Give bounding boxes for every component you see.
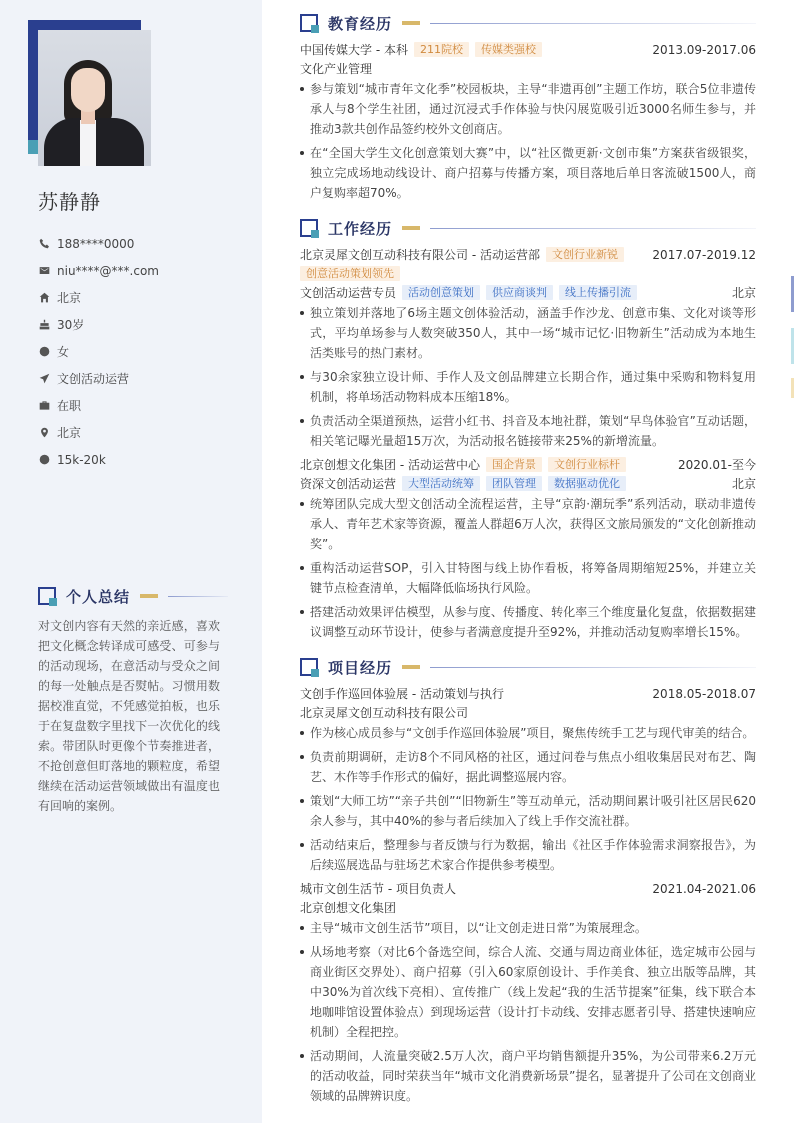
contact-status [38,392,159,419]
skill-tag: 供应商谈判 [486,285,553,300]
job-city: 北京 [731,286,756,300]
job-period: 2017.07-2019.12 [652,247,756,262]
project-bullets [300,918,756,1106]
gender-icon [38,346,50,358]
work-section-header [300,217,756,239]
projects-section [300,656,756,1106]
job-bullets [300,303,756,451]
send-icon [38,373,50,385]
skill-tag: 线上传播引流 [559,285,637,300]
sidebar [0,0,262,1123]
list-item: 参与策划“城市青年文化季”校园板块，主导“非遗再创”主题工作坊，联合5位非遗传承人与8个学生社团，通过沉浸式手作体验与快闪展览吸引近3000名师生参与，并推动3款共创作品签约校外文创商店。 [300,79,756,139]
project-row [300,879,756,898]
header-divider [430,23,756,24]
project-row [300,684,756,703]
main-content [300,12,756,1120]
cake-icon [38,319,50,331]
list-item: 负责活动全渠道预热，运营小红书、抖音及本地社群，策划“早鸟体验官”互动话题，相关笔记曝光量超15万次，为活动报名链接带来25%的新增流量。 [300,411,756,451]
gold-bar-decoration [402,21,420,25]
contact-text: 北京 [57,426,82,440]
school-name: 中国传媒大学 - 本科 [300,43,408,57]
section-square-icon [300,14,318,32]
section-title: 工作经历 [328,219,393,238]
contact-text: niu****@***.com [57,263,159,278]
project-org: 北京灵犀文创互动科技有限公司 [300,706,469,720]
contact-home [38,284,159,311]
skill-tag: 大型活动统筹 [402,476,480,491]
contact-text: 30岁 [57,318,85,332]
company-extra-tags [300,264,756,283]
job-role-row [300,283,756,302]
project-period: 2021.04-2021.06 [652,881,756,896]
header-divider [430,667,756,668]
contact-text: 188****0000 [57,236,135,251]
contact-age [38,311,159,338]
contact-position [38,365,159,392]
project-org: 北京创想文化集团 [300,901,397,915]
company-tag: 创意活动策划领先 [300,266,400,281]
work-section [300,217,756,642]
contact-text: 北京 [57,291,82,305]
list-item: 负责前期调研，走访8个不同风格的社区，通过问卷与焦点小组收集居民对布艺、陶艺、木作等手作形式的偏好，据此调整巡展内容。 [300,747,756,787]
header-divider [430,228,756,229]
education-section-header [300,12,756,34]
list-item: 活动期间，人流量突破2.5万人次，商户平均销售额提升35%，为公司带来6.2万元的活动收益，同时荣获当年“城市文化消费新场景”提名，显著提升了公司在文创商业领域的品牌辨识度。 [300,1046,756,1106]
briefcase-icon [38,400,50,412]
job-bullets [300,494,756,642]
contact-text: 女 [57,345,70,359]
header-divider [168,596,228,597]
avatar [38,30,151,166]
section-title: 个人总结 [66,587,131,606]
contact-city [38,419,159,446]
section-title: 项目经历 [328,658,393,677]
list-item: 与30余家独立设计师、手作人及文创品牌建立长期合作，通过集中采购和物料复用机制，将单场活动物料成本压缩18%。 [300,367,756,407]
skill-tag: 数据驱动优化 [548,476,626,491]
gold-bar-decoration [402,226,420,230]
location-pin-icon [38,427,50,439]
list-item: 从场地考察（对比6个备选空间，综合人流、交通与周边商业体征，选定城市公园与商业街区交界处）、商户招募（引入60家原创设计、手作美食、独立出版等品牌，其中30%为首次线下亮相）、宣传推广（线上发起“我的生活节提案”征集，线下联合本地咖啡馆设置体验点）到现场运营（设计打卡动线、安排志愿者引导、搭建快速响应机制）全程把控。 [300,942,756,1042]
list-item: 统筹团队完成大型文创活动全流程运营，主导“京韵·潮玩季”系列活动，联动非遗传承人、青年艺术家等资源，覆盖人群超6万人次，获得区文旅局颁发的“文化创新推动奖”。 [300,494,756,554]
list-item: 主导“城市文创生活节”项目，以“让文创走进日常”为策展理念。 [300,918,756,938]
education-period: 2013.09-2017.06 [652,42,756,57]
school-tag: 传媒类强校 [475,42,542,57]
job-role-row [300,474,756,493]
education-section [300,12,756,203]
list-item: 活动结束后，整理参与者反馈与行为数据，输出《社区手作体验需求洞察报告》，为后续巡展选品与驻场艺术家合作提供参考模型。 [300,835,756,875]
contact-phone [38,230,159,257]
education-bullets [300,79,756,203]
company-tag: 文创行业标杆 [548,457,626,472]
contact-salary [38,446,159,473]
company-tag: 文创行业新锐 [546,247,624,262]
section-square-icon [38,587,56,605]
list-item: 作为核心成员参与“文创手作巡回体验展”项目，聚焦传统手工艺与现代审美的结合。 [300,723,756,743]
company-tag: 国企背景 [486,457,542,472]
section-title: 教育经历 [328,14,393,33]
education-row [300,40,756,59]
job-city: 北京 [731,477,756,491]
company-name: 北京灵犀文创互动科技有限公司 - 活动运营部 [300,248,540,262]
project-org-row [300,703,756,722]
phone-icon [38,238,50,250]
school-tag: 211院校 [414,42,469,57]
project-bullets [300,723,756,875]
projects-section-header [300,656,756,678]
job-company-row [300,455,756,474]
project-name: 城市文创生活节 - 项目负责人 [300,882,456,896]
skill-tag: 团队管理 [486,476,542,491]
list-item: 重构活动运营SOP，引入甘特图与线上协作看板，将筹备周期缩短25%，并建立关键节点检查清单，大幅降低临场执行风险。 [300,558,756,598]
list-item: 独立策划并落地了6场主题文创体验活动，涵盖手作沙龙、创意市集、文化对谈等形式，平均单场参与人数突破350人，其中一场“城市记忆·旧物新生”活动成为本地生活类账号的热门素材。 [300,303,756,363]
contact-text: 文创活动运营 [57,372,130,386]
contact-text: 在职 [57,399,82,413]
project-period: 2018.05-2018.07 [652,686,756,701]
gold-bar-decoration [402,665,420,669]
major-name: 文化产业管理 [300,62,373,76]
list-item: 搭建活动效果评估模型，从参与度、传播度、转化率三个维度量化复盘，依据数据建议调整互动环节设计，使参与者满意度提升至92%，并推动活动复购率增长15%。 [300,602,756,642]
summary-section-header [38,585,228,607]
contact-email [38,257,159,284]
job-period: 2020.01-至今 [678,458,756,472]
job-role: 文创活动运营专员 [300,286,397,300]
home-icon [38,292,50,304]
contact-text: 15k-20k [57,452,106,467]
contact-gender [38,338,159,365]
job-company-row [300,245,756,264]
project-org-row [300,898,756,917]
company-name: 北京创想文化集团 - 活动运营中心 [300,458,480,472]
gold-bar-decoration [140,594,158,598]
list-item: 在“全国大学生文化创意策划大赛”中，以“社区微更新·文创市集”方案获省级银奖，独立完成场地动线设计、商户招募与传播方案，项目落地后单日客流破1500人，商户复购率超70%。 [300,143,756,203]
candidate-name: 苏静静 [38,190,101,214]
section-square-icon [300,658,318,676]
section-square-icon [300,219,318,237]
list-item: 策划“大师工坊”“亲子共创”“旧物新生”等互动单元，活动期间累计吸引社区居民620余人参与，其中40%的参与者后续加入了线上手作交流社群。 [300,791,756,831]
project-name: 文创手作巡回体验展 - 活动策划与执行 [300,687,504,701]
major-row [300,59,756,78]
summary-text: 对文创内容有天然的亲近感，喜欢把文化概念转译成可感受、可参与的活动现场，在意活动与受众之间的每一处触点是否熨帖。习惯用数据校准直觉，不凭感觉拍板，也乐于在复盘数字里找下一次优化的线索。带团队时更像个节奏推进者，不抢创意但盯落地的颗粒度，希望继续在活动运营领域做出有温度也有回响的案例。 [38,619,220,813]
job-role: 资深文创活动运营 [300,477,397,491]
skill-tag: 活动创意策划 [402,285,480,300]
contact-list [38,230,159,473]
mail-icon [38,265,50,277]
salary-icon [38,454,50,466]
